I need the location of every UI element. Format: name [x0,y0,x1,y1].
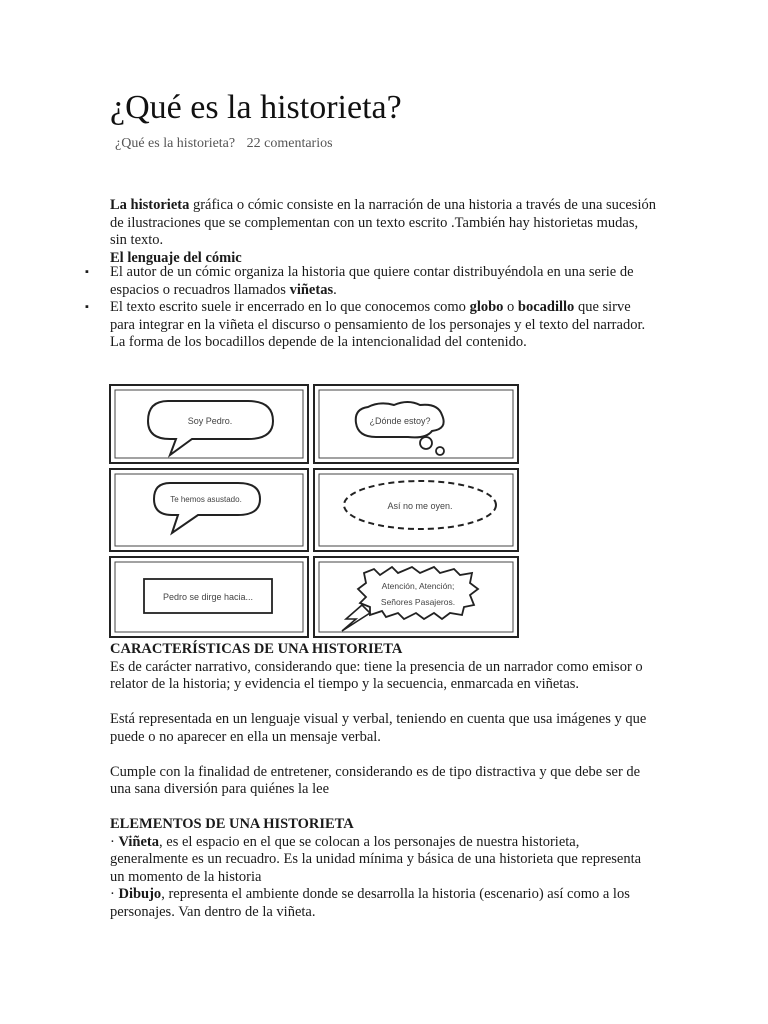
panel1-text: Soy Pedro. [187,416,233,426]
bullet2-text3: que sirve para integrar en la viñeta el discurso o pensamiento de los personajes y el texto del narrador. La forma de los bocadillos depende de la intencionalidad del contenido. [110,299,646,350]
elementos-heading-text: ELEMENTOS DE UNA HISTORIETA [110,816,354,832]
caracteristicas-p1: Es de carácter narrativo, considerando que: tiene la presencia de un narrador como emisor o relator de la historia; y evidencia el tiempo y la secuencia, enmarcada en viñetas. [110,658,643,692]
lenguaje-heading-text: El lenguaje del cómic [110,249,242,266]
panel2-text: ¿Dónde estoy? [369,416,431,426]
bullet1-text: El autor de un cómic organiza la historia que quiere contar distribuyéndola en una serie de espacios o recuadros llamados [110,264,634,298]
panel6-text-line1: Atención, Atención; [381,581,455,591]
bullet2-text2: o [503,299,518,315]
panel4-text: Así no me oyen. [387,501,453,511]
elemento-dibujo [110,886,658,921]
subtitle [115,136,333,152]
intro-paragraph [110,197,658,250]
bullet-item [110,299,658,352]
e1-text: , es el espacio en el que se colocan a los personajes de nuestra historieta, generalmente es un recuadro. Es la unidad mínima y básica de una historieta que representa un momento de la historia [110,833,642,885]
bullet-item [110,264,658,299]
panel6-text-line2: Señores Pasajeros. [380,597,456,607]
e2-text: , representa el ambiente donde se desarrolla la historia (escenario) así como a los personajes. Van dentro de la viñeta. [110,886,630,920]
intro-bold: La historieta [110,197,190,213]
caracteristicas-heading [110,641,658,659]
page-title: ¿Qué es la historieta? [110,89,402,126]
bullet-list [110,264,658,352]
caracteristicas-section [110,641,658,921]
bullet2-bold2: bocadillo [517,299,575,315]
caracteristicas-p3: Cumple con la finalidad de entretener, considerando es de tipo distractiva y que debe ser de una sana diversión para quiénes la lee [110,763,641,797]
e1-bold: Viñeta [118,833,160,850]
bullet1-bold: viñetas [289,281,334,298]
comments-count[interactable]: 22 comentarios [246,136,333,151]
intro-text: gráfica o cómic consiste en la narración de una historia a través de una sucesión de ilustraciones que se complementan con un texto escrito .También hay historietas mudas, sin texto. [110,197,656,248]
caracteristicas-p2: Está representada en un lenguaje visual y verbal, teniendo en cuenta que usa imágenes y que puede o no aparecer en ella un mensaje verbal. [110,711,647,745]
elemento-vineta [110,834,658,887]
caracteristicas-heading-text: CARACTERÍSTICAS DE UNA HISTORIETA [110,641,403,657]
elementos-heading [110,816,658,834]
intro-section [110,197,658,267]
bullet2-text1: El texto escrito suele ir encerrado en lo que conocemos como [110,299,470,315]
panel3-text: Te hemos asustado. [170,495,242,504]
e2-prefix: · [110,886,119,902]
e2-bold: Dibujo [118,886,162,902]
panel5-text: Pedro se dirge hacia... [162,592,254,602]
bullet2-bold1: globo [469,299,504,315]
e1-prefix: · [110,833,119,850]
comic-illustration [108,383,520,639]
subtitle-link[interactable]: ¿Qué es la historieta? [115,136,236,151]
bullet1-end: . [333,281,337,298]
